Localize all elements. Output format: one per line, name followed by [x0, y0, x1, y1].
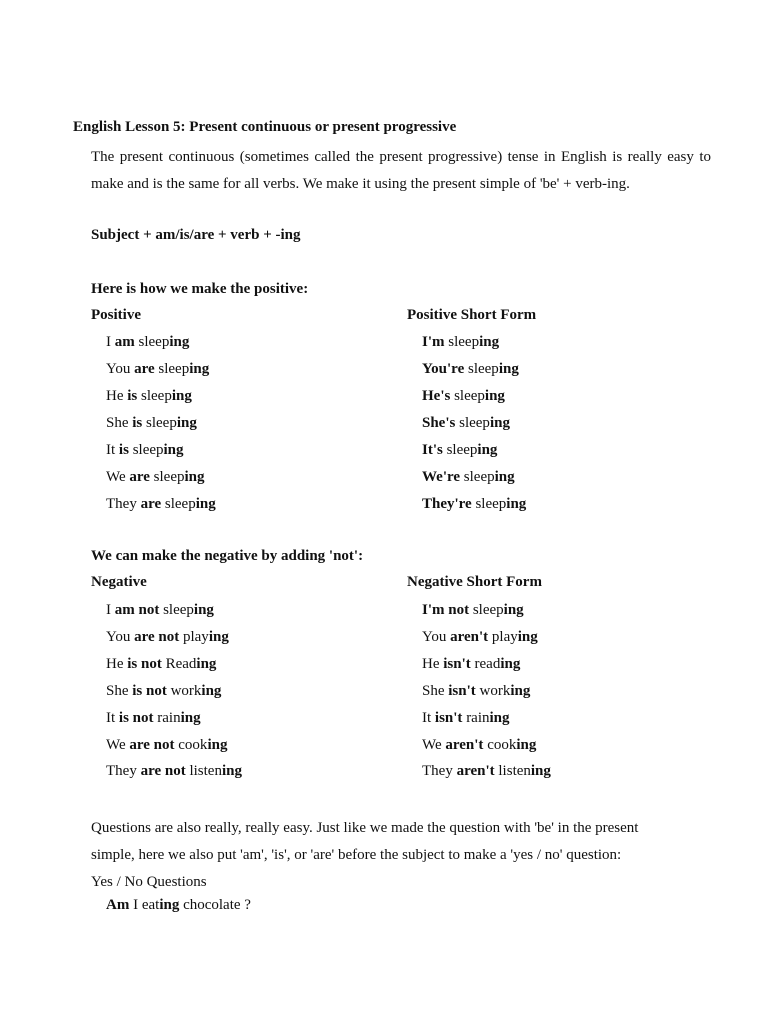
positive-row: She is sleeping: [106, 415, 197, 431]
positive-short-row: She's sleeping: [422, 415, 510, 431]
negative-short-row: You aren't playing: [422, 629, 538, 645]
question-example: Am I eating chocolate ?: [106, 897, 251, 913]
positive-short-row: We're sleeping: [422, 469, 515, 485]
formula: Subject + am/is/are + verb + -ing: [91, 227, 301, 243]
positive-short-row: You're sleeping: [422, 361, 519, 377]
negative-row: I am not sleeping: [106, 602, 214, 618]
negative-row: We are not cooking: [106, 737, 228, 753]
negative-short-row: I'm not sleeping: [422, 602, 524, 618]
negative-short-row: He isn't reading: [422, 656, 521, 672]
questions-subheading: Yes / No Questions: [91, 874, 207, 890]
lesson-title: English Lesson 5: Present continuous or present progressive: [73, 119, 457, 135]
positive-short-row: I'm sleeping: [422, 334, 500, 350]
positive-left-header: Positive: [91, 307, 141, 323]
negative-heading: We can make the negative by adding 'not':: [91, 548, 364, 564]
negative-short-row: We aren't cooking: [422, 737, 537, 753]
negative-row: She is not working: [106, 683, 222, 699]
positive-heading: Here is how we make the positive:: [91, 281, 309, 297]
questions-paragraph: [91, 815, 691, 896]
negative-row: He is not Reading: [106, 656, 217, 672]
negative-short-row: She isn't working: [422, 683, 531, 699]
positive-right-header: Positive Short Form: [407, 307, 537, 323]
positive-row: You are sleeping: [106, 361, 210, 377]
positive-row: He is sleeping: [106, 388, 192, 404]
positive-row: We are sleeping: [106, 469, 205, 485]
negative-short-row: It isn't raining: [422, 710, 510, 726]
intro-paragraph: The present continuous (sometimes called the present progressive) tense in English is really easy to make and is the same for all verbs. We make it using the present simple of 'be' + verb-ing.: [91, 149, 711, 192]
negative-right-header: Negative Short Form: [407, 574, 542, 590]
negative-short-row: They aren't listening: [422, 763, 551, 779]
negative-row: You are not playing: [106, 629, 229, 645]
questions-line-2: simple, here we also put 'am', 'is', or 'are' before the subject to make a 'yes / no' question:: [91, 847, 622, 863]
positive-row: They are sleeping: [106, 496, 216, 512]
positive-short-row: He's sleeping: [422, 388, 505, 404]
positive-short-row: It's sleeping: [422, 442, 498, 458]
positive-row: It is sleeping: [106, 442, 184, 458]
questions-line-1: Questions are also really, really easy. Just like we made the question with 'be' in the present: [91, 820, 639, 836]
negative-row: They are not listening: [106, 763, 242, 779]
positive-row: I am sleeping: [106, 334, 190, 350]
positive-short-row: They're sleeping: [422, 496, 527, 512]
negative-left-header: Negative: [91, 574, 147, 590]
negative-row: It is not raining: [106, 710, 201, 726]
